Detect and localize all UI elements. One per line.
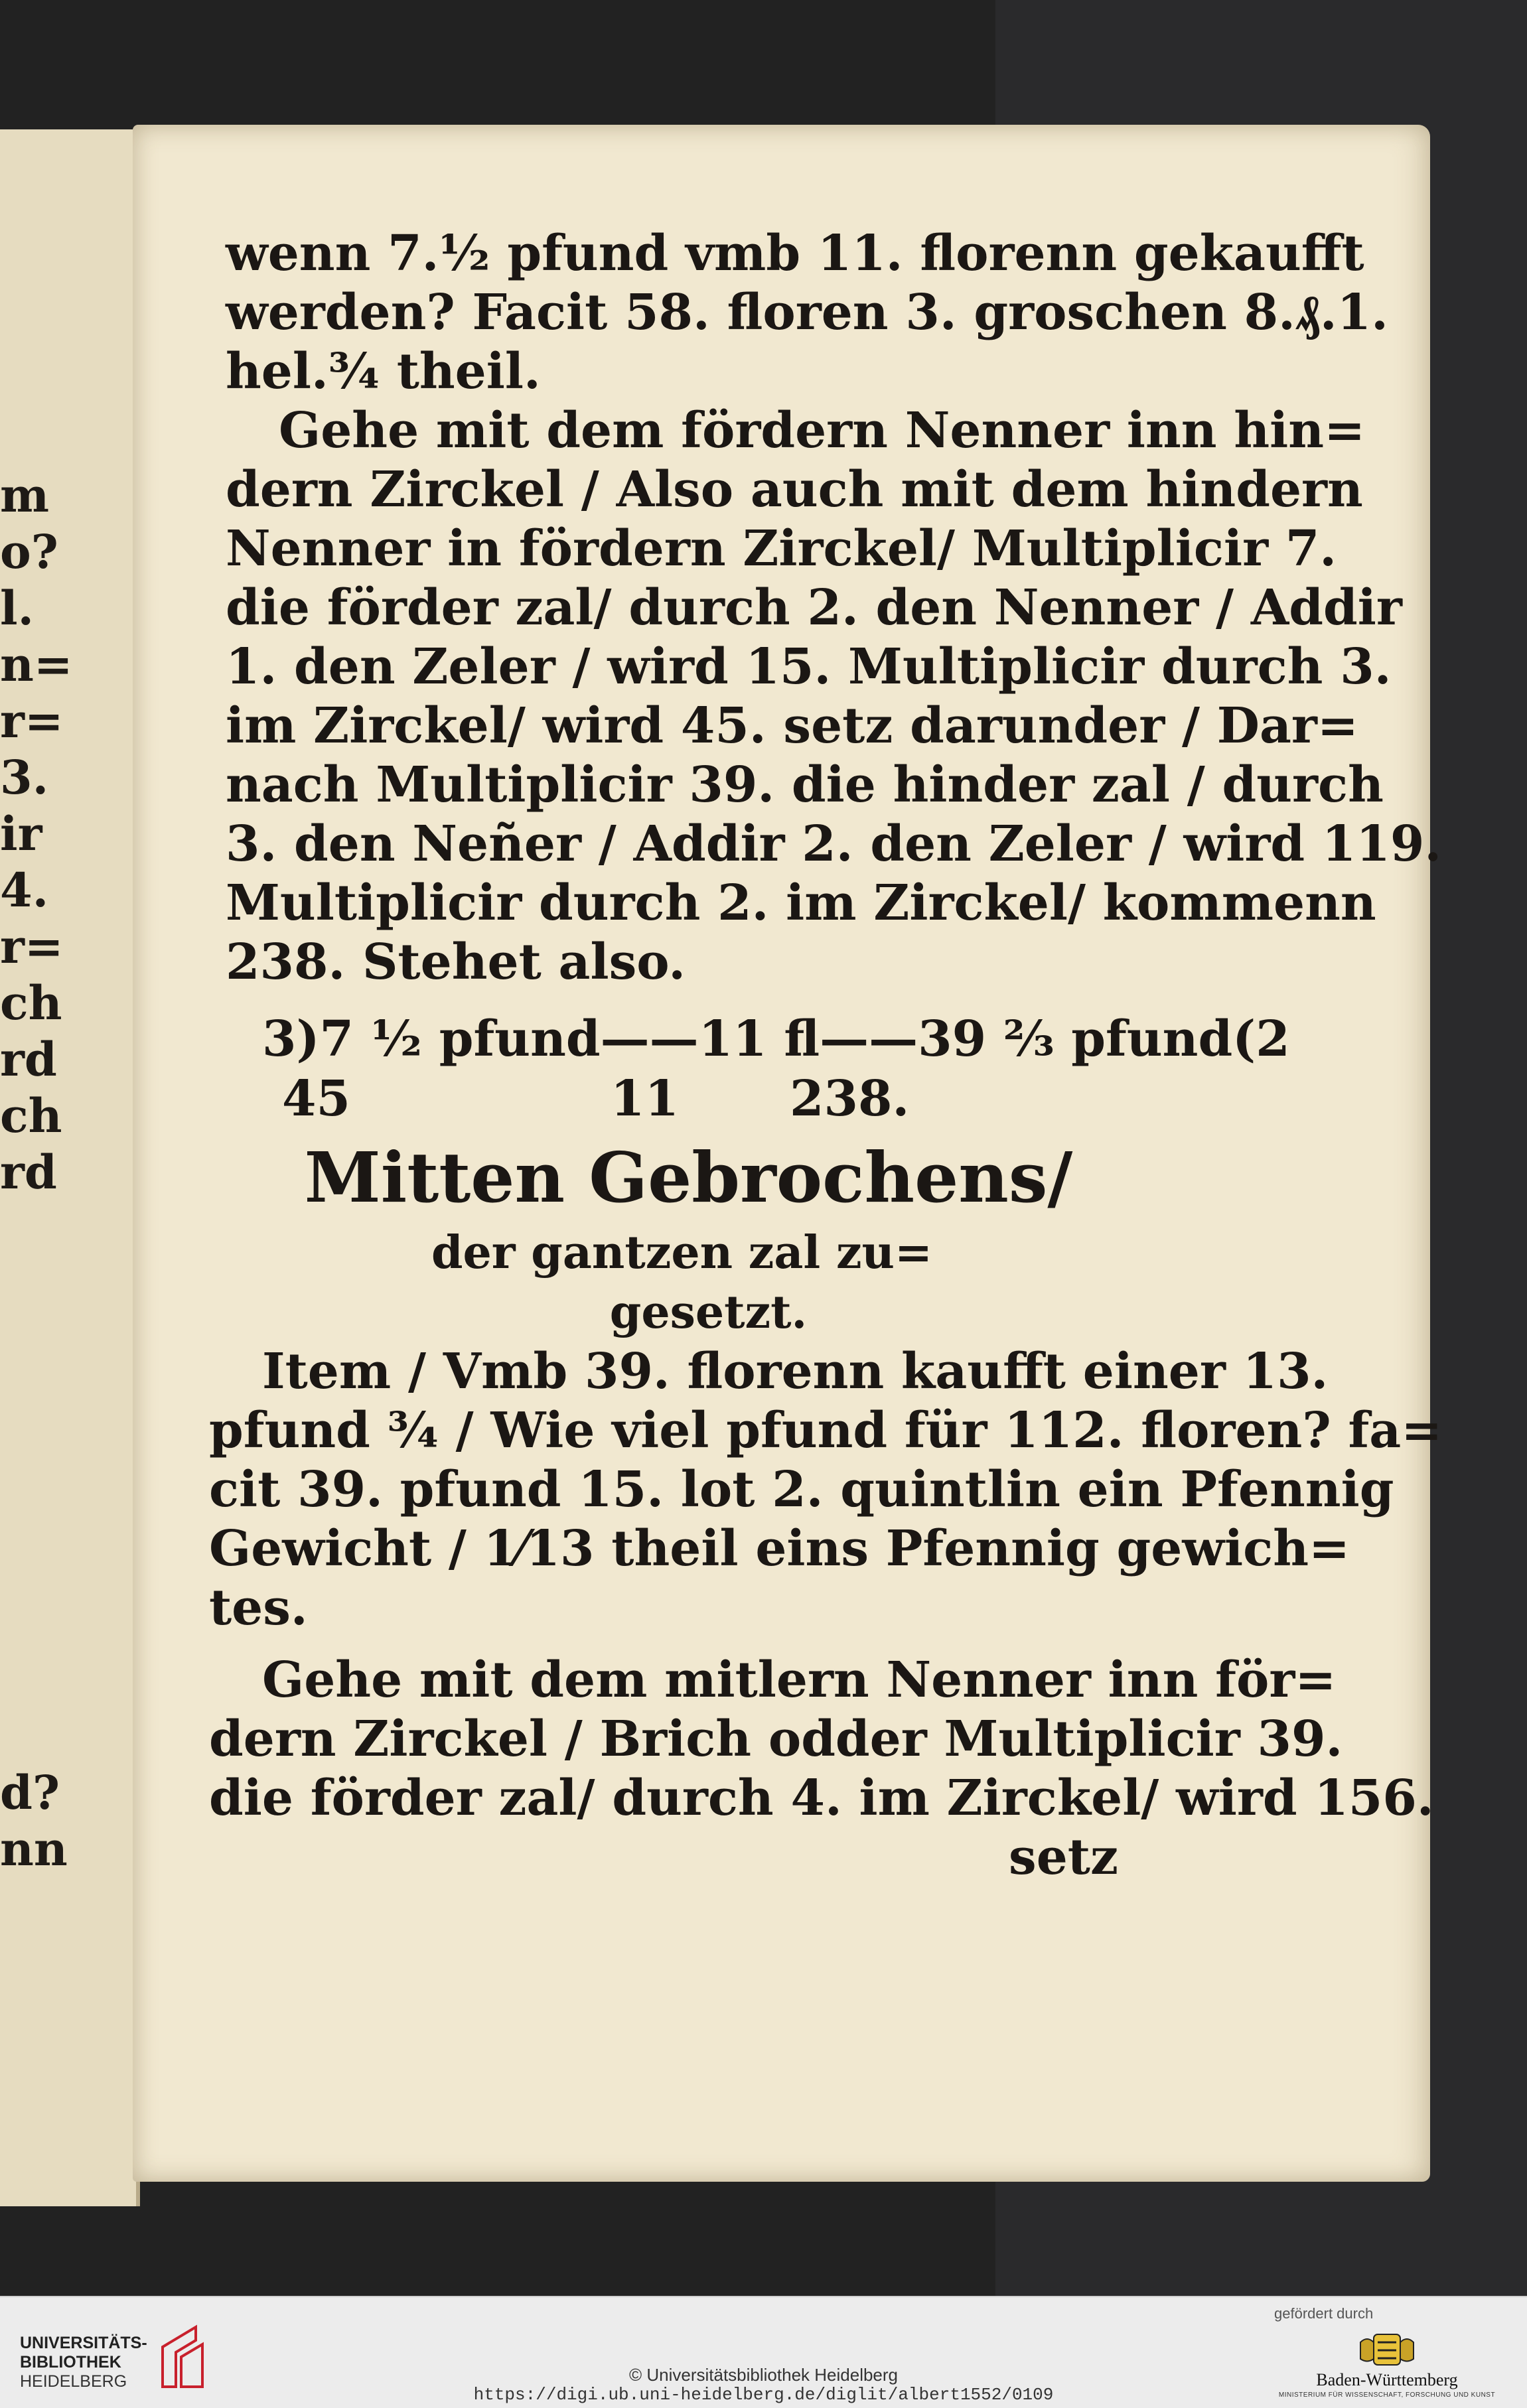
text-line: pfund ¾ / Wie viel pfund für 112. floren? fa= [209,1402,1443,1459]
left-fragment: ch [0,975,62,1030]
text-line: tes. [209,1579,308,1636]
left-fragment: nn [0,1821,68,1877]
section-subheading: der gantzen zal zu= [431,1226,932,1279]
left-fragment: rd [0,1032,57,1087]
library-name-line: UNIVERSITÄTS- [20,2334,147,2352]
body-text [226,224,1442,992]
left-fragment: 3. [0,750,49,805]
catchword: setz [1009,1829,1118,1886]
library-name-line: HEIDELBERG [20,2372,127,2391]
text-line: cit 39. pfund 15. lot 2. quintlin ein Pfennig [209,1461,1394,1518]
left-fragment: r= [0,919,64,974]
text-line: 1. den Zeler / wird 15. Multiplicir durch 3. [226,638,1392,695]
permalink[interactable]: https://digi.ub.uni-heidelberg.de/diglit/albert1552/0109 [473,2385,1054,2405]
left-fragment: n= [0,637,73,692]
book-page [133,125,1443,2182]
text-line: dern Zirckel / Brich odder Multiplicir 39. [209,1711,1343,1768]
text-line: 3. den Neñer / Addir 2. den Zeler / wird 119. [226,815,1442,873]
footer-bar [0,2296,1527,2408]
text-line: nach Multiplicir 39. die hinder zal / durch [226,756,1384,814]
body-text-2 [209,1342,1443,1887]
proportion-value: 238. [790,1070,910,1127]
left-fragment: o? [0,524,58,579]
text-line: Gehe mit dem mitlern Nenner inn för= [262,1652,1337,1709]
funder-subtitle: MINISTERIUM FÜR WISSENSCHAFT, FORSCHUNG UND KUNST [1278,2391,1496,2399]
text-line: wenn 7.½ pfund vmb 11. florenn gekaufft [226,225,1364,282]
left-fragment: ir [0,806,42,861]
text-line: Nenner in fördern Zirckel/ Multiplicir 7. [226,520,1337,577]
library-name-line: BIBLIOTHEK [20,2353,121,2372]
text-line: Gewicht / 1⁄13 theil eins Pfennig gewich= [209,1520,1350,1577]
left-fragment: rd [0,1145,57,1200]
left-fragment: l. [0,581,34,636]
left-fragment: r= [0,693,64,748]
proportion-value: 11 [611,1070,679,1127]
text-line: hel.¾ theil. [226,343,541,400]
text-line: Gehe mit dem fördern Nenner inn hin= [279,402,1366,459]
text-line: Item / Vmb 39. florenn kaufft einer 13. [262,1343,1329,1400]
section-heading: Mitten Gebrochens/ [304,1137,1073,1218]
left-fragment: m [0,468,50,523]
proportion-value: 45 [282,1070,350,1127]
section-subheading: gesetzt. [609,1286,808,1339]
proportion-row: 3)7 ½ pfund——11 fl——39 ⅔ pfund(2 [262,1011,1290,1068]
text-line: die förder zal/ durch 2. den Nenner / Addir [226,579,1402,636]
text-line: im Zirckel/ wird 45. setz darunder / Dar= [226,697,1358,754]
left-fragment: ch [0,1088,62,1143]
left-fragment: 4. [0,863,49,918]
funded-by-label: gefördert durch [1274,2305,1374,2322]
state-crest-icon [1354,2329,1420,2369]
text-line: Multiplicir durch 2. im Zirckel/ kommenn [226,875,1376,932]
text-line: werden? Facit 58. floren 3. groschen 8.₰.1. [226,284,1388,341]
text-line: die förder zal/ durch 4. im Zirckel/ wird 156. [209,1770,1434,1827]
text-line: 238. Stehet also. [226,934,686,991]
funder-name: Baden-Württemberg [1316,2370,1458,2389]
copyright-text: © Universitätsbibliothek Heidelberg [628,2365,899,2385]
left-fragment: d? [0,1765,60,1820]
text-line: dern Zirckel / Also auch mit dem hindern [226,461,1363,518]
